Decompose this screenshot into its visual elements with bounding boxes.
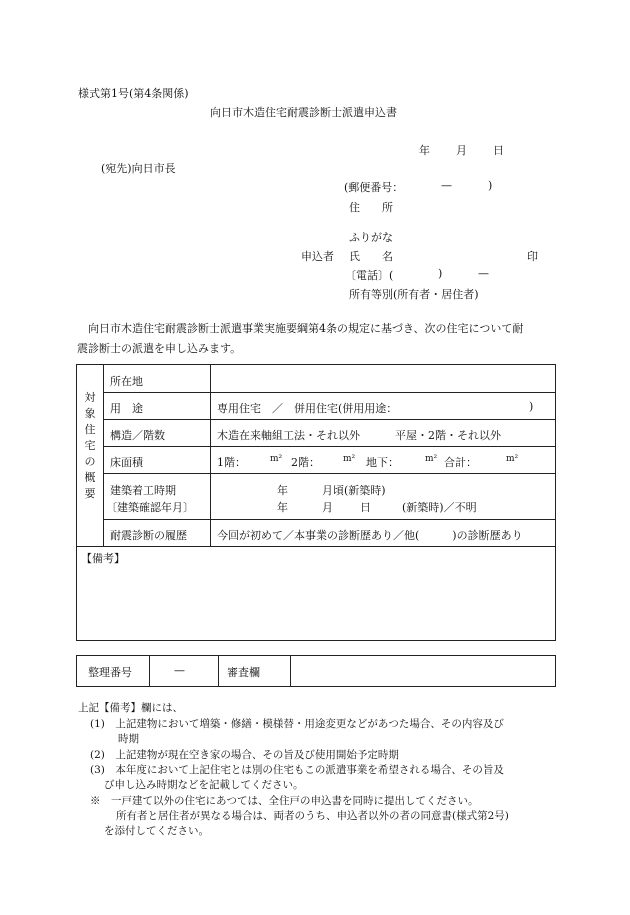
cons-tail: (新築時)／不明	[402, 501, 477, 514]
floor-area-basement: 地下：	[366, 456, 399, 469]
date-day: 日	[493, 144, 504, 157]
furigana-label: ふりがな	[349, 231, 393, 244]
overview-side-label: 対象住宅の概要	[84, 391, 96, 500]
form-number: 様式第1号(第4条関係)	[78, 87, 189, 100]
note-2: (2) 上記建物が現在空き家の場合、その旨及び使用開始予定時期	[90, 749, 399, 761]
floors-value: 平屋・2階・それ以外	[395, 429, 501, 442]
use-label: 用 途	[110, 402, 143, 415]
remarks-label: 【備考】	[81, 552, 125, 565]
history-value: 今回が初めて／本事業の診断歴あり／他( )の診断歴あり	[217, 529, 523, 542]
review-table	[76, 655, 556, 687]
postal-dash: —	[441, 179, 452, 192]
intro-line-1: 向日市木造住宅耐震診断士派遣事業実施要綱第4条の規定に基づき、次の住宅について耐	[88, 322, 524, 335]
note-star-3: を添付してください。	[104, 825, 209, 837]
note-1-cont: 時期	[118, 733, 139, 745]
phone-label: 〔電話〕(	[345, 269, 394, 282]
cons-year-1: 年	[277, 484, 288, 497]
notes-head: 上記【備考】欄には、	[78, 702, 183, 714]
note-star-1: ※ 一戸建て以外の住宅にあつては、全住戸の申込書を同時に提出してください。	[90, 795, 479, 807]
unit-m2: m²	[425, 454, 438, 464]
applicant-label: 申込者	[301, 250, 334, 263]
use-close: )	[529, 400, 534, 413]
postal-label: (郵便番号：	[344, 181, 404, 194]
phone-dash: —	[478, 267, 489, 280]
history-label: 耐震診断の履歴	[110, 529, 187, 542]
cons-month-2: 月	[322, 501, 333, 514]
unit-m2: m²	[270, 454, 283, 464]
structure-label: 構造／階数	[110, 429, 165, 442]
reference-number-value: —	[174, 664, 185, 677]
structure-value: 木造在来軸組工法・それ以外	[217, 429, 360, 442]
reference-number-label: 整理番号	[88, 666, 132, 679]
address-label: 住 所	[349, 201, 393, 214]
floor-area-total: 合計：	[444, 456, 477, 469]
floor-area-label: 床面積	[110, 456, 143, 469]
date-year: 年	[419, 144, 430, 157]
phone-close: )	[438, 267, 443, 280]
addressee: (宛先)向日市長	[101, 162, 176, 175]
cons-month-1: 月頃(新築時)	[322, 484, 386, 497]
page-title: 向日市木造住宅耐震診断士派遣申込書	[210, 106, 397, 119]
building-confirmation-label: 〔建築確認年月〕	[106, 501, 194, 514]
unit-m2: m²	[506, 454, 519, 464]
name-label: 氏 名	[349, 250, 393, 263]
note-star-2: 所有者と居住者が異なる場合は、両者のうち、申込者以外の者の同意書(様式第2号)	[116, 810, 509, 822]
location-label: 所在地	[110, 375, 143, 388]
use-value: 専用住宅 ／ 併用住宅(併用用途：	[217, 402, 398, 415]
cons-year-2: 年	[277, 501, 288, 514]
note-1: (1) 上記建物において増築・修繕・模様替・用途変更などがあつた場合、その内容及び	[90, 718, 504, 730]
postal-close: )	[488, 179, 493, 192]
intro-line-2: 震診断士の派遣を申し込みます。	[77, 342, 242, 355]
floor-area-2f: 2階：	[291, 456, 320, 469]
seal-mark: 印	[527, 250, 538, 263]
construction-label: 建築着工時期	[110, 484, 176, 497]
floor-area-1f: 1階：	[217, 456, 246, 469]
review-label: 審査欄	[227, 666, 260, 679]
cons-day-2: 日	[360, 501, 371, 514]
date-month: 月	[456, 144, 467, 157]
note-3-cont: び申し込み時期などを記載してください。	[104, 779, 304, 791]
ownership-type: 所有等別(所有者・居住者)	[349, 288, 479, 301]
unit-m2: m²	[343, 454, 356, 464]
note-3: (3) 本年度において上記住宅とは別の住宅もこの派遣事業を希望される場合、その旨及	[90, 764, 504, 776]
